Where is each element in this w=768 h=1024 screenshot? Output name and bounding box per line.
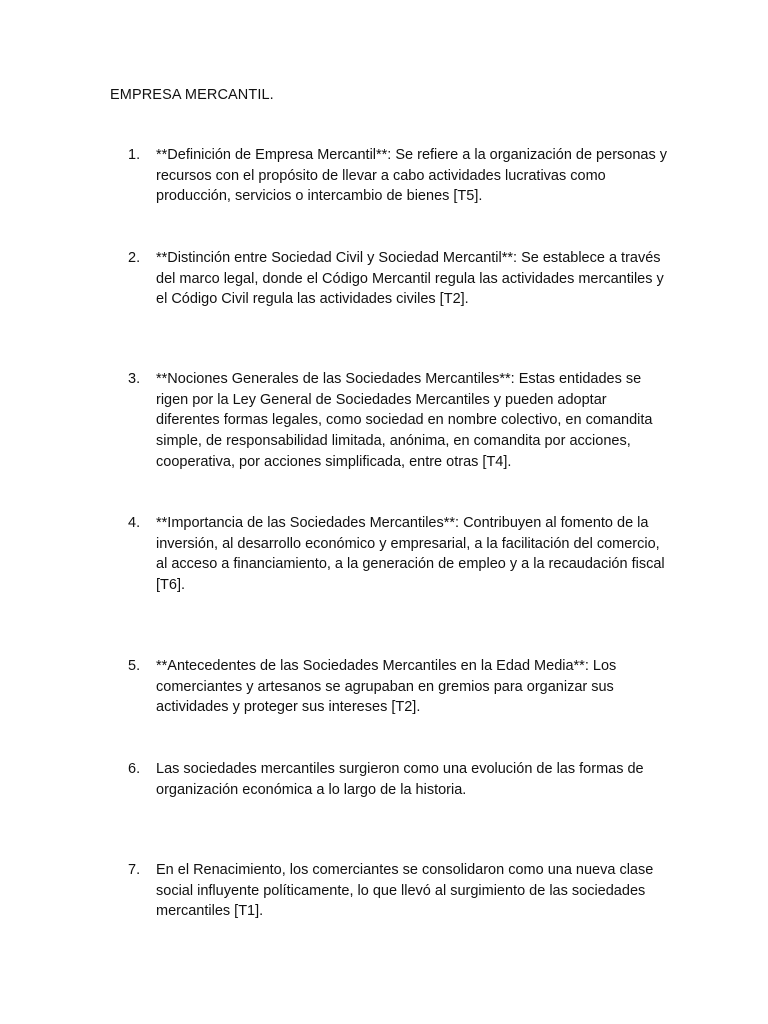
- list-item: [128, 656, 668, 718]
- list-item-number: 5.: [128, 658, 141, 674]
- list-item: [128, 248, 668, 310]
- list-item: [128, 860, 668, 922]
- list-item-text: **Antecedentes de las Sociedades Mercantiles en la Edad Media**: Los comerciantes y artesanos se agrupaban en gremios para organizar sus actividades y proteger sus intereses [T2].: [156, 658, 617, 716]
- list-item-number: 7.: [128, 862, 141, 878]
- list-item: [128, 759, 668, 800]
- list-item-number: 6.: [128, 761, 141, 777]
- list-item-text: **Distinción entre Sociedad Civil y Sociedad Mercantil**: Se establece a través del marco legal, donde el Código Mercantil regula las actividades mercantiles y el Código Civil regula las actividades civiles [T2].: [156, 250, 664, 308]
- list-item-text: En el Renacimiento, los comerciantes se consolidaron como una nueva clase social influyente políticamente, lo que llevó al surgimiento de las sociedades mercantiles [T1].: [156, 862, 654, 920]
- list-item-number: 3.: [128, 371, 141, 387]
- list-item-number: 4.: [128, 515, 141, 531]
- document-title: EMPRESA MERCANTIL.: [110, 87, 274, 103]
- list-item-text: **Importancia de las Sociedades Mercantiles**: Contribuyen al fomento de la inversión, al desarrollo económico y empresarial, a la facilitación del comercio, al acceso a financiamiento, a la generación de empleo y a la recaudación fiscal [T6].: [156, 515, 665, 594]
- list-item-text: **Definición de Empresa Mercantil**: Se refiere a la organización de personas y recursos con el propósito de llevar a cabo actividades lucrativas como producción, servicios o intercambio de bienes [T5].: [156, 147, 667, 205]
- list-item: [128, 513, 668, 596]
- list-item-text: Las sociedades mercantiles surgieron como una evolución de las formas de organización económica a lo largo de la historia.: [156, 761, 644, 798]
- list-item-text: **Nociones Generales de las Sociedades Mercantiles**: Estas entidades se rigen por la Ley General de Sociedades Mercantiles y pueden adoptar diferentes formas legales, como sociedad en nombre colectivo, en comandita simple, de responsabilidad limitada, anónima, en comandita por acciones, cooperativa, por acciones simplificada, entre otras [T4].: [156, 371, 653, 470]
- list-item-number: 1.: [128, 147, 141, 163]
- list-item: [128, 369, 668, 473]
- list-item: [128, 145, 668, 207]
- list-item-number: 2.: [128, 250, 141, 266]
